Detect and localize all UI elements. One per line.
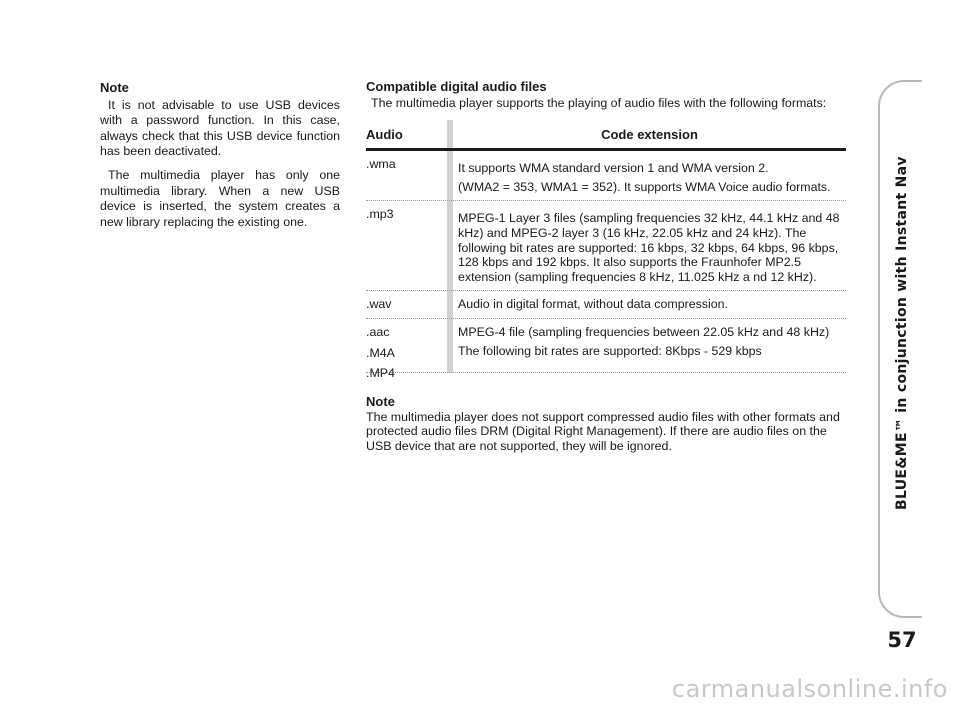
- formats-intro: The multimedia player supports the playing of audio files with the following formats:: [371, 95, 827, 110]
- table-row: [366, 201, 846, 291]
- column-header-code-extension: Code extension: [601, 127, 698, 143]
- column-header-audio: Audio: [366, 127, 403, 143]
- code-extension-text: (WMA2 = 353, WMA1 = 352). It supports WMA Voice audio formats.: [458, 179, 831, 194]
- table-row: [366, 319, 846, 381]
- code-extension-text: The following bit rates are supported: 8Kbps - 529 kbps: [458, 343, 762, 358]
- audio-extension: .M4A: [366, 345, 395, 360]
- audio-extension: .MP4: [366, 366, 395, 381]
- code-extension-text: Audio in digital format, without data compression.: [458, 297, 728, 312]
- formats-section: [366, 80, 846, 454]
- audio-extension: .mp3: [366, 207, 394, 222]
- audio-extension: .wma: [366, 157, 396, 172]
- page-number: 57: [887, 628, 917, 652]
- left-note: [100, 80, 340, 238]
- table-header: [366, 124, 846, 148]
- formats-table: [366, 124, 846, 381]
- watermark: carmanualsonline.info: [671, 675, 948, 703]
- left-note-heading: Note: [100, 80, 129, 95]
- audio-extension: .aac: [366, 324, 390, 339]
- bottom-note: [366, 395, 846, 453]
- audio-extension: .wav: [366, 297, 392, 312]
- section-label: BLUE&ME™ in conjunction with Instant Nav: [894, 156, 910, 510]
- code-extension-text: MPEG-1 Layer 3 files (sampling frequencies 32 kHz, 44.1 kHz and 48 kHz) and MPEG-2 layer 3 (16 kHz, 22.05 kHz and 24 kHz). The following bit rates are supported: 16 kbps, 32 kbps, 64 kbps, 96 kbps, 128 kbps and 192 kbps. It also supports the Fraunhofer MP2.5 extension (sampling frequencies 8 kHz, 11.025 kHz a nd 12 kHz).: [458, 211, 840, 284]
- code-extension-text: MPEG-4 file (sampling frequencies between 22.05 kHz and 48 kHz): [458, 324, 830, 339]
- left-note-paragraph: It is not advisable to use USB devices with a password function. In this case, always check that this USB device function has been deactivated.: [100, 97, 340, 159]
- bottom-note-heading: Note: [366, 394, 395, 410]
- left-note-paragraph: The multimedia player has only one multimedia library. When a new USB device is inserted, the system creates a new library replacing the existing one.: [100, 167, 340, 229]
- formats-heading: Compatible digital audio files: [366, 79, 547, 94]
- code-extension-text: It supports WMA standard version 1 and WMA version 2.: [458, 161, 769, 176]
- header-rule: [366, 148, 846, 151]
- table-row: [366, 151, 846, 201]
- bottom-note-text: The multimedia player does not support compressed audio files with other formats and protected audio files DRM (Digital Right Management). If there are audio files on the USB device that are not supported, they will be ignored.: [366, 409, 840, 453]
- table-row: [366, 291, 846, 319]
